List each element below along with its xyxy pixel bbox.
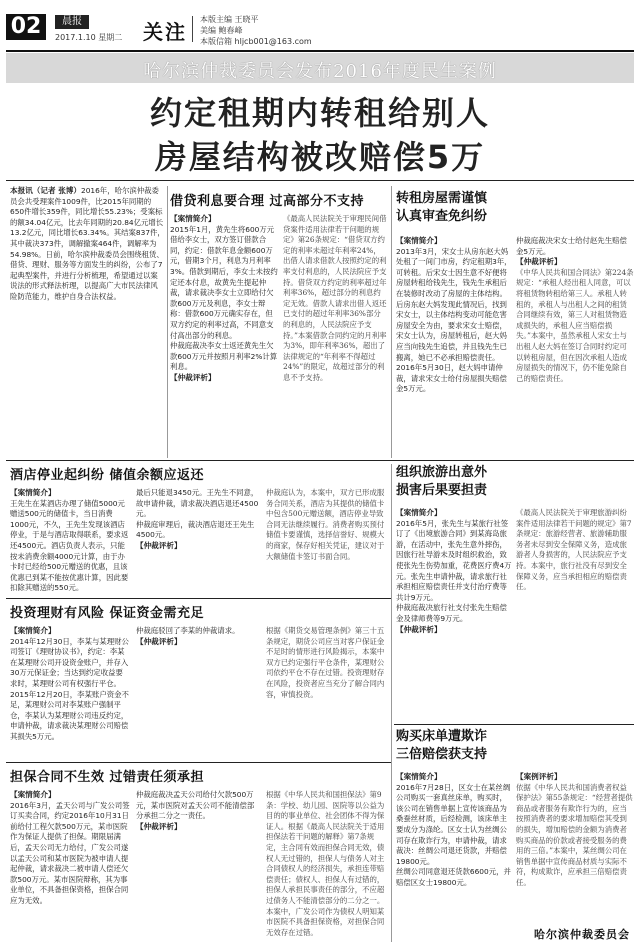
result-text: 仲裁庭驳回了李某的仲裁请求。 (136, 626, 240, 635)
case-text: 2015年1月，黄先生将600万元借给李女士，双方签订借款合同，约定：借款年息金额600万元，借期3个月，利息为月利率3%。借款到期后，李女士未按约定还本付息，故黄先生提起仲裁，请求裁决李女士立即给付欠款600万元及利息，李女士辩称：借款600万元确实存在，但双方约定的利率过高，不同意支付高出部分的利息。 (170, 224, 278, 340)
masthead (0, 0, 640, 52)
column-divider (391, 186, 392, 458)
section-rule (6, 598, 392, 599)
editor-credits (200, 14, 312, 47)
article-body (396, 772, 512, 942)
section-rule (6, 762, 392, 763)
article-side (516, 236, 634, 458)
case-label: 【案情简介】 (170, 214, 216, 223)
case-text: 2016年5月，张先生与某旅行社签订了《出境旅游合同》到某海岛旅游，在活动中，张先生意外摔伤，因旅行社导游未及时组织救治，致使张先生伤势加重，花费医疗费4万元。张先生申请仲裁，请求旅行社承担相应赔偿责任并支付治疗费等共计9万元。 (396, 518, 512, 602)
analysis-label: 【仲裁评析】 (136, 821, 182, 831)
editor-line: 本版信箱 hljcb001@163.com (200, 37, 312, 46)
byline: 本报讯（记者 张博） (10, 186, 81, 195)
title-line: 购买床单遭欺诈 (396, 729, 488, 744)
article-body-cont (136, 790, 260, 942)
analysis-label: 【仲裁评析】 (136, 636, 182, 646)
article-body (396, 508, 512, 720)
analysis-label: 【仲裁评析】 (396, 624, 442, 634)
article-body (10, 626, 130, 758)
article-title (396, 464, 632, 504)
analysis-text: 《中华人民共和国合同法》第224条规定：“承租人经出租人同意，可以将租赁物转租给第三人。承租人转租的，承租人与出租人之间的租赁合同继续有效，第三人对租赁物造成损失的，承租人应当赔偿损失。”本案中，虽然承租人宋女士与出租人赵大妈在签订合同时约定可以转租房屋，但在因次承租人造成房屋损失的情况下，仍不能免除自己的赔偿责任。 (516, 267, 634, 383)
analysis-text: 《最高人民法院关于审理旅游纠纷案件适用法律若干问题的规定》第7条规定：旅游经营者、旅游辅助服务者未尽到安全保障义务，造成旅游者人身损害的，人民法院应予支持。本案中，旅行社没有尽到安全保障义务，应当承担相应的赔偿责任。 (516, 508, 632, 592)
article-body (396, 236, 512, 458)
page-number: 02 (6, 14, 46, 40)
paper-name: 晨报 (55, 15, 89, 29)
headline-line-1: 约定租期内转租给别人 (149, 94, 490, 130)
result-text: 仲裁庭裁决孟天公司给付欠款500万元，某市医院对孟天公司不能清偿部分承担二分之一责任。 (136, 790, 255, 821)
analysis-text: 《最高人民法院关于审理民间借贷案件适用法律若干问题的规定》第26条规定：“借贷双方约定的利率未超过年利率24%，出借人请求借款人按照约定的利率支付利息的，人民法院应予支持。借贷双方约定的利率超过年利率36%，超过部分的利息约定无效。借款人请求出借人返还已支付的超过年利率36%部分的利息的，人民法院应予支持。”本案借款合同约定的月利率为3%，即年利率36%，超出了法律规定的“年利率不得超过24%”的限定，故超过部分的利息不予支持。 (283, 214, 387, 382)
case-label: 【案情简介】 (10, 790, 56, 799)
case-label: 【案情简介】 (10, 626, 56, 635)
article-title: 担保合同不生效 过错责任须承担 (10, 770, 205, 785)
issue-date: 2017.1.10 星期二 (55, 33, 123, 42)
editor-line: 本版主编 王晓平 (200, 15, 259, 24)
analysis-text: 依据《中华人民共和国消费者权益保护法》第55条规定：“经营者提供商品或者服务有欺诈行为的，应当按照消费者的要求增加赔偿其受到的损失，增加赔偿的金额为消费者购买商品的价款或者接受服务的费用的三倍。”本案中，某丝绸公司在销售单据中宣传商品材质与实际不符，构成欺诈，应承担三倍赔偿责任。 (516, 782, 633, 887)
case-text-cont: 丝绸公司同意退还货款6600元，并赔偿区女士19800元。 (396, 867, 511, 887)
article-side (516, 772, 634, 920)
analysis-text: 根据《期货交易管理条例》第三十五条规定，期货公司应当对客户保证金不足时的情形进行风险揭示，本案中双方已约定强行平仓条件，某理财公司依约平仓不存在过错。投资理财存在风险，投资者应当充分了解合同内容，审慎投资。 (266, 626, 385, 699)
case-text: 2016年3月，孟天公司与广发公司签订买卖合同，约定2016年10月31日前给付工程欠款500万元，某市医院作为保证人提供了担保。期限届满后，孟天公司无力给付，广发公司遂以孟天公司和某市医院为被申请人提起仲裁，请求裁决二被申请人偿还欠款500万元。某市医院辩称，其为事业单位，不具备担保资格，担保合同应为无效。 (10, 800, 130, 905)
article-body (10, 488, 130, 594)
article-body (10, 790, 130, 942)
section-name: 关注 (143, 20, 187, 44)
article-body-cont (136, 626, 260, 758)
result-text: 仲裁庭裁决李女士返还黄先生欠款600万元并按照月利率2%计算利息。 (170, 341, 278, 372)
article-body-cont (136, 488, 260, 594)
section-divider (192, 16, 193, 42)
headline-rule (6, 180, 634, 181)
case-text: 2013年3月，宋女士从房东赵大妈处租了一间门市房，约定租期3年，可转租。后宋女士因生意不好便将房屋转租给钱先生，钱先生承租后在装修时改动了房屋的主体结构。后房东赵大妈发现此情况后，找到宋女士，以主体结构变动可能危害房屋安全为由，要求宋女士赔偿，宋女士认为，房屋转租后，赵大妈应当向钱先生追偿，并且钱先生已搬离，她已不必承担赔偿责任。2016年5月30日，赵大妈申请仲裁，请求宋女士给付房屋损失赔偿金5万元。 (396, 246, 512, 394)
case-label: 【案情简介】 (396, 508, 442, 517)
analysis-label: 【仲裁评析】 (170, 372, 216, 382)
column-divider (391, 464, 392, 942)
article-title (396, 190, 632, 230)
lead-text: 2016年，哈尔滨仲裁委员会共受理案件1009件，比2015年同期的650件增长359件，同比增长55.23%；受案标的额34.04亿元，比去年同期的20.84亿元增长13.2亿元，同比增长63.34%。其结案837件，其中裁决373件，调解撤案464件，调解率为54.98%。日前，哈尔滨仲裁委员会围绕租赁、借贷、理财、服务等方面发生的纠纷，公布了7起典型案件，并进行分析梳理，希望通过以案说法的形式释法析理，以提高广大市民法律风险防范能力，维护自身合法权益。 (10, 186, 165, 301)
case-text-cont: 最后只能退3450元。王先生不同意，故申请仲裁，请求裁决酒店退还4500元。 (136, 488, 259, 519)
case-label: 【案情简介】 (396, 236, 442, 245)
article-title: 投资理财有风险 保证资金需充足 (10, 606, 205, 621)
analysis-text: 仲裁庭认为，本案中，双方已形成服务合同关系，酒店为其提供的储值卡中包含500元赠送额，酒店停业导致合同无法继续履行。消费者购买预付储值卡要谨慎，选择信誉好、规模大的商家，保存好相关凭证，建议对于大额储值卡签订书面合同。 (266, 488, 385, 561)
article-title: 酒店停业起纠纷 储值余额应返还 (10, 468, 205, 483)
headline-line-2: 房屋结构被改赔偿5万 (154, 138, 486, 174)
title-line: 三倍赔偿获支持 (396, 747, 488, 762)
masthead-rule (6, 50, 634, 52)
analysis-label: 【案例评析】 (516, 772, 562, 781)
lead-story (10, 186, 165, 458)
result-text: 仲裁庭裁决旅行社支付张先生赔偿金及律师费等9万元。 (396, 603, 507, 623)
case-label: 【案情简介】 (10, 488, 56, 497)
case-text: 2016年7月28日，区女士在某丝绸公司购买一套真丝床单，购买时，该公司在销售单据上宣传该商品为桑蚕丝材质，后经检测，该床单主要成分为涤纶。区女士认为丝绸公司存在欺诈行为，申请仲裁，请求裁决：丝绸公司退还货款，并赔偿19800元。 (396, 782, 511, 866)
kicker: 哈尔滨仲裁委员会发布2016年度民生案例 (143, 61, 497, 82)
title-line: 转租房屋需谨慎 (396, 191, 488, 206)
editor-line: 美编 鲍春峰 (200, 26, 243, 35)
case-text: 王先生在某酒店办理了储值5000元赠送500元的储值卡，当日消费1000元，不久，王先生发现该酒店停业，于是与酒店取得联系，要求返还4500元。酒店负责人表示，只能按未消费余额4000元计算，由于办卡时已经给500元赠送的优惠，且该优惠已到某不能按优惠计算，因此要扣除其赠送的550元。 (10, 498, 129, 593)
footer-credit: 哈尔滨仲裁委员会 (534, 928, 630, 941)
kicker-banner (6, 53, 634, 83)
analysis-label: 【仲裁评析】 (516, 257, 562, 267)
case-text: 2014年12月30日，李某与某理财公司签订《理财协议书》，约定：李某在某理财公司开设资金账户，并存入30万元保证金；当达到约定收益要求时，某理财公司有权强行平仓。2015年12月20日，李某账户资金不足，某理财公司对李某账户强制平仓，李某认为某理财公司违反约定，申请仲裁，请求裁决某理财公司赔偿其损失5万元。 (10, 636, 129, 741)
title-line: 认真审查免纠纷 (396, 209, 488, 224)
analysis-text: 根据《中华人民共和国担保法》第9条：学校、幼儿园、医院等以公益为目的的事业单位、社会团体不得为保证人。根据《最高人民法院关于适用担保法若干问题的解释》第7条规定，主合同有效而担保合同无效，债权人无过错的，担保人与债务人对主合同债权人的经济损失，承担连带赔偿责任；债权人、担保人有过错的，担保人承担民事责任的部分，不应超过债务人不能清偿部分的二分之一。本案中，广发公司作为债权人明知某市医院不具备担保资格，对担保合同无效存在过错。 (266, 790, 385, 937)
case-label: 【案情简介】 (396, 772, 442, 781)
analysis-label: 【仲裁评析】 (136, 540, 182, 550)
result-text: 仲裁庭裁决宋女士给付赵先生赔偿金5万元。 (516, 236, 627, 256)
title-line: 损害后果要担责 (396, 483, 488, 498)
result-text: 仲裁庭审理后，裁决酒店退还王先生4500元。 (136, 519, 255, 540)
article-body (170, 214, 278, 458)
column-divider (167, 186, 168, 458)
section-rule (6, 460, 634, 461)
article-title: 借贷利息要合理 过高部分不支持 (170, 194, 365, 209)
title-line: 组织旅游出意外 (396, 465, 488, 480)
article-title (396, 728, 632, 768)
section-rule (394, 724, 634, 725)
